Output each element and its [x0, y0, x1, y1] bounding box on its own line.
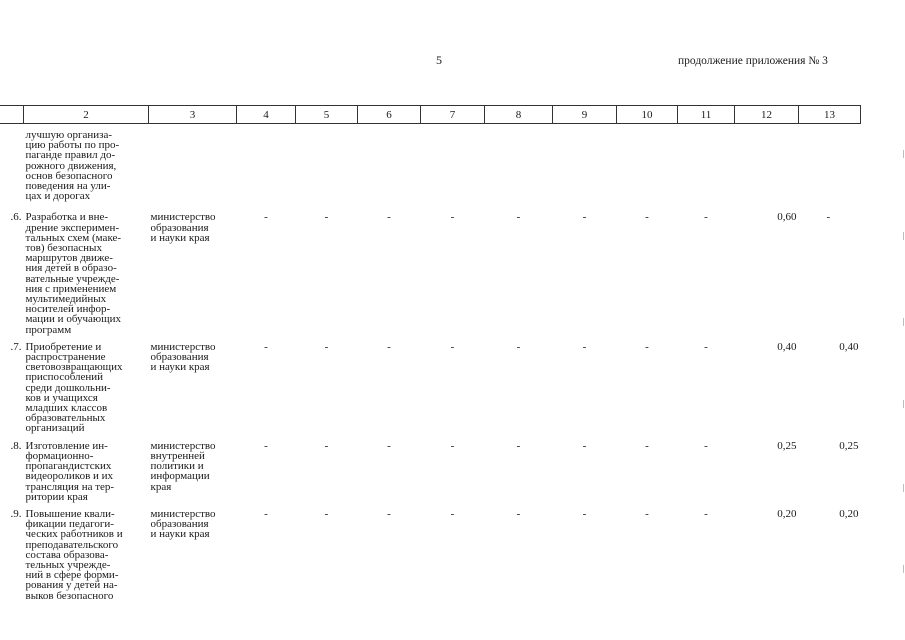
- column-header: 11: [678, 106, 735, 124]
- measure-name-line: видеороликов и их: [25, 470, 114, 483]
- cell-value: -: [387, 211, 391, 224]
- cell-value: -: [324, 211, 329, 224]
- cell-c4: [237, 502, 296, 601]
- measure-name-line: основ безопасного: [25, 169, 113, 182]
- executor-line: политики и: [150, 460, 204, 473]
- column-header: 2: [24, 106, 149, 124]
- measure-name-line: тов) безопасных: [25, 242, 102, 255]
- cell-value: -: [704, 340, 708, 353]
- cell-c7: [421, 124, 485, 202]
- measure-name-line: поведения на ули-: [25, 180, 111, 193]
- cell-value: -: [450, 211, 455, 224]
- cell-c9: [553, 434, 617, 502]
- column-header: 3: [149, 106, 237, 124]
- cell-value: -: [264, 507, 268, 520]
- scan-edge-mark: [903, 318, 904, 326]
- measure-name-line: Приобретение и: [25, 340, 102, 353]
- cell-value: -: [704, 507, 708, 520]
- page-number: 5: [436, 53, 442, 67]
- cell-c6: [358, 201, 421, 334]
- executor-line: края: [150, 480, 172, 493]
- column-header: 4: [237, 106, 296, 124]
- cell-c13: [799, 201, 861, 334]
- cell-c12: [735, 502, 799, 601]
- table-row: [0, 335, 861, 434]
- amount-col-12: 0,40: [777, 340, 797, 353]
- measure-name-line: паганде правил до-: [25, 149, 116, 162]
- measure-name-line: ритории края: [25, 490, 88, 503]
- measure-name-line: лучшую организа-: [25, 129, 113, 141]
- cell-value: -: [582, 439, 587, 452]
- cell-value: -: [704, 439, 708, 452]
- executor-line: и науки края: [150, 361, 210, 374]
- column-header: 12: [735, 106, 799, 124]
- cell-value: -: [264, 439, 268, 452]
- measure-name-line: маршрутов движе-: [25, 252, 113, 265]
- table-header-row: [0, 106, 861, 124]
- scan-edge-mark: [903, 565, 904, 573]
- table-row: [0, 434, 861, 502]
- table-body: [0, 124, 861, 601]
- column-header: 7: [421, 106, 485, 124]
- measure-name: [24, 335, 149, 434]
- cell-value: -: [516, 507, 521, 520]
- column-header: 5: [296, 106, 358, 124]
- cell-c6: [358, 434, 421, 502]
- cell-c12: [735, 201, 799, 334]
- cell-c10: [617, 502, 678, 601]
- measure-name-line: световозвращающих: [25, 361, 123, 374]
- item-number: [0, 124, 24, 202]
- measure-name-line: образовательных: [25, 412, 106, 425]
- item-number-text: .7.: [10, 340, 22, 353]
- executor-line: министерство: [150, 211, 216, 224]
- amount-col-12: 0,25: [777, 439, 797, 452]
- cell-c10: [617, 201, 678, 334]
- cell-value: -: [582, 340, 587, 353]
- cell-c7: [421, 335, 485, 434]
- cell-c13: [799, 335, 861, 434]
- cell-c12: [735, 124, 799, 202]
- cell-c5: [296, 502, 358, 601]
- measure-name-line: Разработка и вне-: [25, 211, 109, 224]
- cell-c8: [485, 335, 553, 434]
- cell-value: -: [704, 211, 708, 224]
- measure-name-line: дрение эксперимен-: [25, 221, 120, 234]
- cell-value: -: [264, 211, 268, 224]
- measure-name-line: выков безопасного: [25, 589, 114, 602]
- item-number: [0, 434, 24, 502]
- measure-name-line: ний в сфере форми-: [25, 569, 119, 582]
- cell-c8: [485, 502, 553, 601]
- measure-name-line: тальных схем (маке-: [25, 231, 122, 244]
- measure-name-line: рования у детей на-: [25, 579, 118, 592]
- amount-col-13: 0,40: [839, 340, 859, 353]
- measure-name-line: организаций: [25, 422, 85, 435]
- executor-line: информации: [150, 470, 210, 483]
- executor: [149, 201, 237, 334]
- column-header: 6: [358, 106, 421, 124]
- table-row: [0, 201, 861, 334]
- cell-c4: [237, 335, 296, 434]
- measure-name-line: мации и обучающих: [25, 313, 121, 326]
- cell-value: -: [387, 439, 391, 452]
- measure-name-line: цах и дорогах: [25, 190, 91, 203]
- cell-c5: [296, 201, 358, 334]
- measure-name-line: формационно-: [25, 449, 94, 462]
- amount-col-13: -: [826, 211, 831, 224]
- cell-c11: [678, 124, 735, 202]
- measure-name: [24, 434, 149, 502]
- cell-value: -: [450, 439, 455, 452]
- item-number: [0, 502, 24, 601]
- cell-value: -: [645, 340, 649, 353]
- measure-name-line: состава образова-: [25, 548, 109, 561]
- amount-col-13: 0,20: [839, 507, 859, 520]
- cell-c9: [553, 502, 617, 601]
- executor: [149, 502, 237, 601]
- measure-name-line: преподавательского: [25, 538, 119, 551]
- cell-c11: [678, 502, 735, 601]
- cell-value: -: [387, 340, 391, 353]
- measure-name: [24, 124, 149, 202]
- executor-line: министерство: [150, 439, 216, 452]
- item-number-text: .6.: [10, 211, 22, 224]
- cell-c8: [485, 124, 553, 202]
- cell-c13: [799, 502, 861, 601]
- executor-line: образования: [150, 221, 209, 234]
- cell-value: -: [387, 507, 391, 520]
- cell-c5: [296, 124, 358, 202]
- measure-name-line: распространение: [25, 351, 106, 364]
- measure-name-line: Изготовление ин-: [25, 439, 108, 452]
- measure-name: [24, 502, 149, 601]
- item-number: [0, 335, 24, 434]
- cell-c9: [553, 124, 617, 202]
- item-number-text: .9.: [10, 507, 22, 520]
- cell-c6: [358, 124, 421, 202]
- cell-value: -: [516, 439, 521, 452]
- cell-c8: [485, 434, 553, 502]
- executor: [149, 124, 237, 202]
- measure-name-line: цию работы по про-: [25, 139, 120, 152]
- cell-c10: [617, 335, 678, 434]
- amount-col-12: 0,60: [777, 211, 797, 224]
- cell-value: -: [324, 507, 329, 520]
- measure-name-line: ния с применением: [25, 282, 117, 295]
- scan-edge-mark: [903, 484, 904, 492]
- cell-c5: [296, 434, 358, 502]
- executor-line: внутренней: [150, 449, 205, 462]
- amount-col-12: 0,20: [777, 507, 797, 520]
- cell-c9: [553, 335, 617, 434]
- executor-line: образования: [150, 351, 209, 364]
- cell-value: -: [582, 507, 587, 520]
- cell-value: -: [645, 211, 649, 224]
- measure-name-line: младших классов: [25, 402, 108, 415]
- measure-name-line: рожного движения,: [25, 159, 117, 172]
- cell-c12: [735, 335, 799, 434]
- measure-name-line: пропагандистских: [25, 460, 112, 473]
- executor-line: и науки края: [150, 528, 210, 541]
- measure-name-line: вательные учрежде-: [25, 272, 120, 285]
- column-header: 13: [799, 106, 861, 124]
- cell-value: -: [516, 340, 521, 353]
- measure-name-line: фикации педагоги-: [25, 518, 114, 531]
- cell-c12: [735, 434, 799, 502]
- executor-line: образования: [150, 518, 209, 531]
- measure-name-line: Повышение квали-: [25, 507, 115, 520]
- cell-c13: [799, 434, 861, 502]
- cell-c10: [617, 434, 678, 502]
- item-number-text: .8.: [10, 439, 22, 452]
- scan-edge-mark: [903, 232, 904, 240]
- executor-line: министерство: [150, 507, 216, 520]
- cell-c7: [421, 434, 485, 502]
- table-row: [0, 124, 861, 202]
- cell-value: -: [324, 340, 329, 353]
- measure-name-line: носителей инфор-: [25, 303, 111, 316]
- cell-c5: [296, 335, 358, 434]
- cell-c4: [237, 434, 296, 502]
- cell-value: -: [516, 211, 521, 224]
- cell-value: -: [582, 211, 587, 224]
- measure-name-line: мультимедийных: [25, 293, 107, 306]
- cell-c11: [678, 335, 735, 434]
- measure-name-line: приспособлений: [25, 371, 104, 384]
- executor-line: министерство: [150, 340, 216, 353]
- measure-name-line: ческих работников и: [25, 528, 123, 541]
- executor: [149, 434, 237, 502]
- item-number: [0, 201, 24, 334]
- continuation-title: продолжение приложения № 3: [678, 55, 828, 67]
- cell-c8: [485, 201, 553, 334]
- cell-c11: [678, 201, 735, 334]
- cell-value: -: [645, 439, 649, 452]
- cell-value: -: [324, 439, 329, 452]
- cell-c7: [421, 502, 485, 601]
- measure-name-line: ния детей в образо-: [25, 262, 117, 275]
- column-header: 9: [553, 106, 617, 124]
- measure-name-line: ков и учащихся: [25, 391, 98, 404]
- cell-c4: [237, 201, 296, 334]
- cell-value: -: [264, 340, 268, 353]
- executor-line: и науки края: [150, 231, 210, 244]
- cell-c4: [237, 124, 296, 202]
- cell-c6: [358, 502, 421, 601]
- scan-edge-mark: [903, 400, 904, 408]
- table-row: [0, 502, 861, 601]
- cell-c7: [421, 201, 485, 334]
- measure-name-line: среди дошкольни-: [25, 381, 111, 394]
- cell-c13: [799, 124, 861, 202]
- cell-c10: [617, 124, 678, 202]
- measure-name-line: программ: [25, 323, 72, 336]
- cell-c9: [553, 201, 617, 334]
- amount-col-13: 0,25: [839, 439, 859, 452]
- column-header-1: [0, 106, 24, 124]
- cell-value: -: [645, 507, 649, 520]
- executor: [149, 335, 237, 434]
- cell-c11: [678, 434, 735, 502]
- measure-name-line: трансляция на тер-: [25, 480, 115, 493]
- cell-value: -: [450, 340, 455, 353]
- appendix-table: [0, 105, 861, 601]
- scan-edge-mark: [903, 150, 904, 158]
- cell-c6: [358, 335, 421, 434]
- column-header: 10: [617, 106, 678, 124]
- column-header: 8: [485, 106, 553, 124]
- cell-value: -: [450, 507, 455, 520]
- measure-name-line: тельных учрежде-: [25, 558, 111, 571]
- measure-name: [24, 201, 149, 334]
